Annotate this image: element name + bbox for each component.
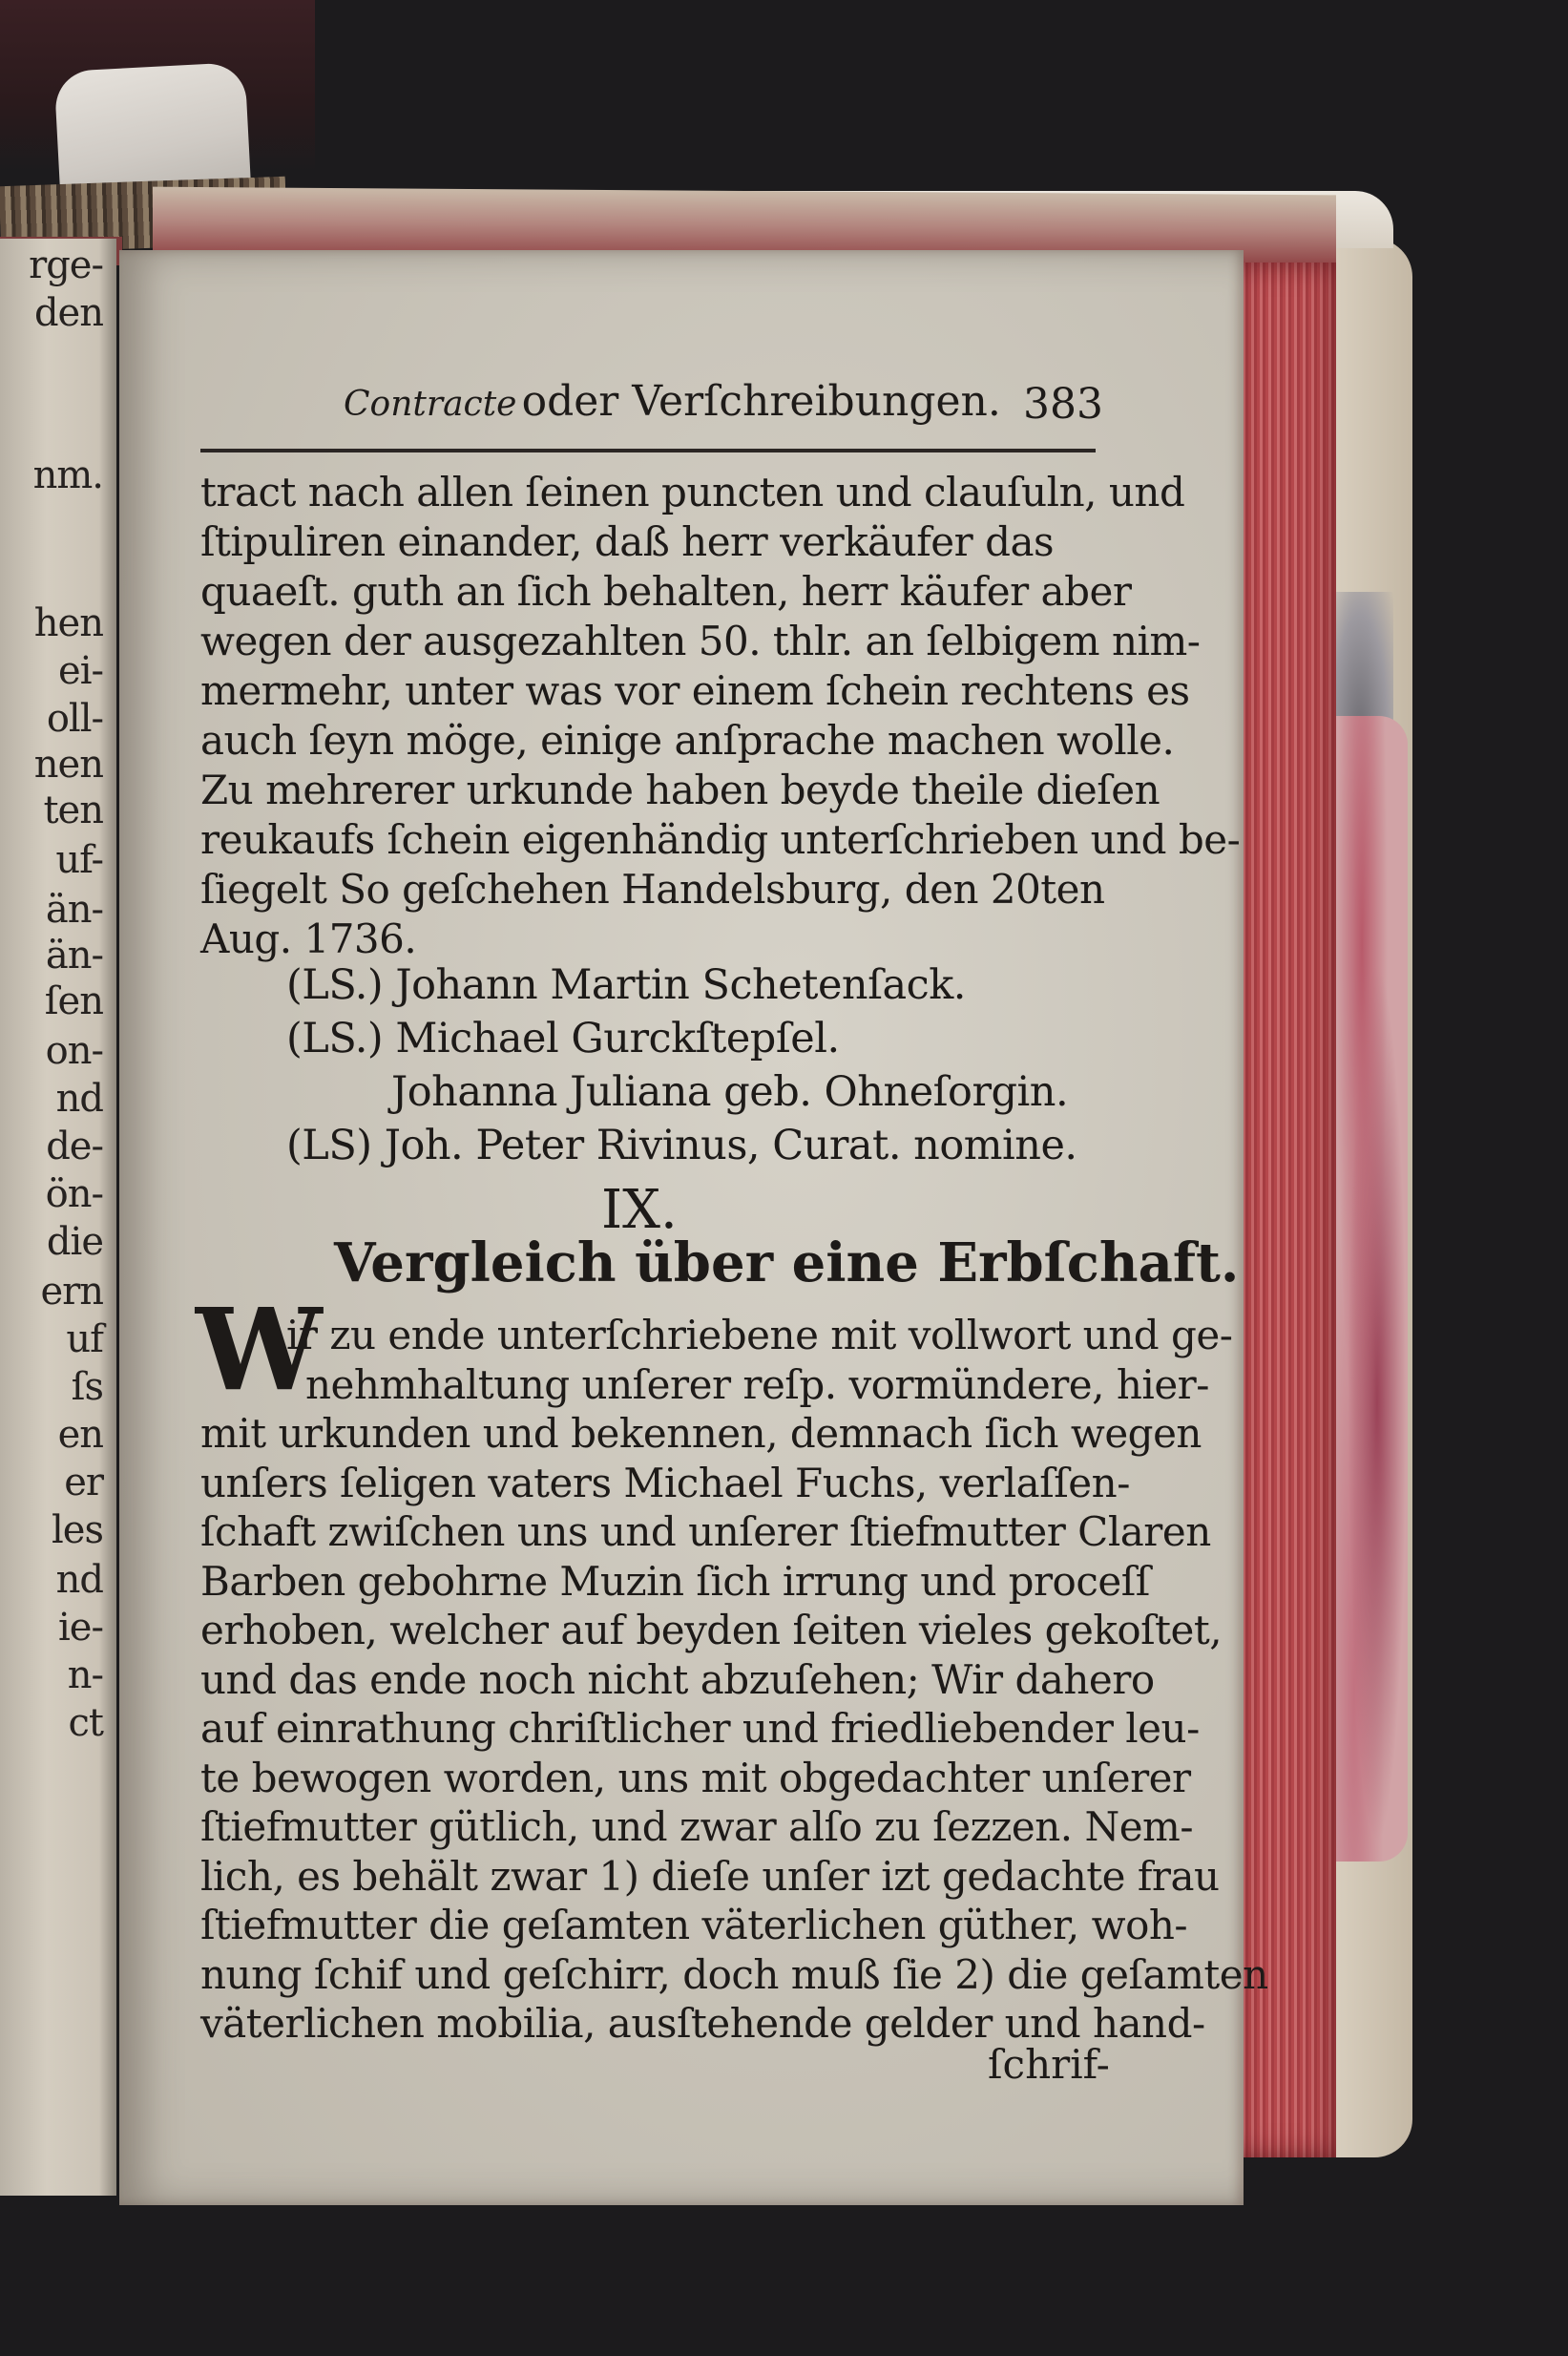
left-fragment: ön-	[45, 1172, 103, 1216]
catchword: ſchrif-	[988, 2041, 1110, 2088]
header-contracte: Contracte	[344, 385, 517, 424]
left-fragment: rge-	[29, 243, 103, 287]
section-number: IX.	[601, 1179, 678, 1241]
text-line: ſchaft zwiſchen uns und unſerer ſtiefmutter Claren	[200, 1508, 1211, 1555]
left-fragment: uf	[66, 1317, 103, 1361]
signature-line: (LS.) Michael Gurckſtepſel.	[286, 1015, 840, 1062]
header-rule	[200, 449, 1096, 452]
text-line: ſiegelt So geſchehen Handelsburg, den 20ten	[200, 866, 1105, 913]
left-fragment: ei-	[58, 649, 103, 693]
drop-cap: W	[196, 1283, 323, 1416]
red-page-edges	[1231, 263, 1336, 2157]
left-fragment: den	[33, 291, 103, 335]
left-fragment: en	[57, 1413, 103, 1457]
text-line: erhoben, welcher auf beyden ſeiten vieles gekoſtet,	[200, 1607, 1223, 1653]
text-line: Zu mehrerer urkunde haben beyde theile dieſen	[200, 767, 1160, 813]
text-line: auch ſeyn möge, einige anſprache machen wolle.	[200, 717, 1175, 764]
left-fragment: ſen	[44, 979, 103, 1023]
left-fragment: ſs	[71, 1365, 103, 1409]
marbled-cover-edge	[1331, 716, 1408, 1862]
left-fragment: die	[46, 1220, 103, 1264]
left-fragment: än-	[45, 934, 103, 978]
left-fragment: ct	[68, 1701, 103, 1745]
left-fragment: hen	[33, 601, 103, 645]
signature-line: Johanna Juliana geb. Ohneſorgin.	[391, 1068, 1069, 1116]
text-line: väterlichen mobilia, ausſtehende gelder und hand-	[200, 2000, 1205, 2047]
left-fragment: oll-	[46, 697, 103, 741]
left-fragment: än-	[45, 888, 103, 932]
text-line: mermehr, unter was vor einem ſchein rechtens es	[200, 667, 1190, 714]
left-fragment: de-	[46, 1125, 103, 1168]
text-line: Aug. 1736.	[200, 915, 417, 962]
left-fragment: uf-	[55, 838, 103, 882]
text-line: nung ſchif und geſchirr, doch muß ſie 2) die geſamten	[200, 1950, 1268, 1998]
text-line: auf einrathung chriſtlicher und friedliebender leu-	[200, 1705, 1200, 1752]
signature-line: (LS.) Johann Martin Schetenſack.	[286, 961, 966, 1009]
text-line: ſtiefmutter gütlich, und zwar alſo zu ſezzen. Nem-	[200, 1803, 1194, 1850]
header-title: oder Verſchreibungen.	[521, 377, 1001, 426]
text-line: mit urkunden und bekennen, demnach ſich wegen	[200, 1410, 1202, 1457]
left-fragment: les	[52, 1508, 103, 1552]
left-fragment: er	[64, 1461, 103, 1504]
left-fragment: n-	[67, 1653, 103, 1697]
left-fragment: nm.	[32, 453, 103, 497]
signature-line: (LS) Joh. Peter Rivinus, Curat. nomine.	[286, 1122, 1077, 1169]
text-line: reukaufs ſchein eigenhändig unterſchrieben und be-	[200, 816, 1241, 863]
left-page-fragment	[0, 239, 116, 2196]
text-line: Barben gebohrne Muzin ſich irrung und proceſſ	[200, 1557, 1150, 1605]
left-fragment: nen	[33, 743, 103, 787]
text-line: wegen der ausgezahlten 50. thlr. an ſelbigem nim-	[200, 618, 1201, 664]
text-line: te bewogen worden, uns mit obgedachter unſerer	[200, 1754, 1191, 1801]
text-line: quaeſt. guth an ſich behalten, herr käufer aber	[200, 568, 1132, 615]
left-fragment: ten	[43, 789, 103, 832]
left-fragment: ie-	[58, 1606, 103, 1650]
text-line: lich, es behält zwar 1) dieſe unſer izt gedachte frau	[200, 1852, 1220, 1900]
text-line: tract nach allen ſeinen puncten und clauſuln, und	[200, 469, 1185, 515]
left-fragment: nd	[55, 1077, 103, 1121]
left-fragment: on-	[45, 1029, 103, 1073]
page-number: 383	[1023, 380, 1103, 429]
text-line: und das ende noch nicht abzuſehen; Wir dahero	[200, 1655, 1155, 1703]
text-line: ſtipuliren einander, daß herr verkäufer das	[200, 518, 1055, 565]
running-header	[344, 377, 1107, 434]
text-line: unſers ſeligen vaters Michael Fuchs, verlaſſen-	[200, 1459, 1130, 1506]
left-fragment: nd	[55, 1558, 103, 1602]
left-fragment: ern	[40, 1270, 103, 1314]
text-line: ſtiefmutter die geſamten väterlichen güther, woh-	[200, 1902, 1188, 1948]
text-line: ir zu ende unterſchriebene mit vollwort und ge-	[286, 1312, 1233, 1358]
section-title: Vergleich über eine Erbſchaft.	[334, 1231, 1240, 1294]
text-line: nehmhaltung unſerer reſp. vormündere, hier-	[305, 1360, 1209, 1408]
